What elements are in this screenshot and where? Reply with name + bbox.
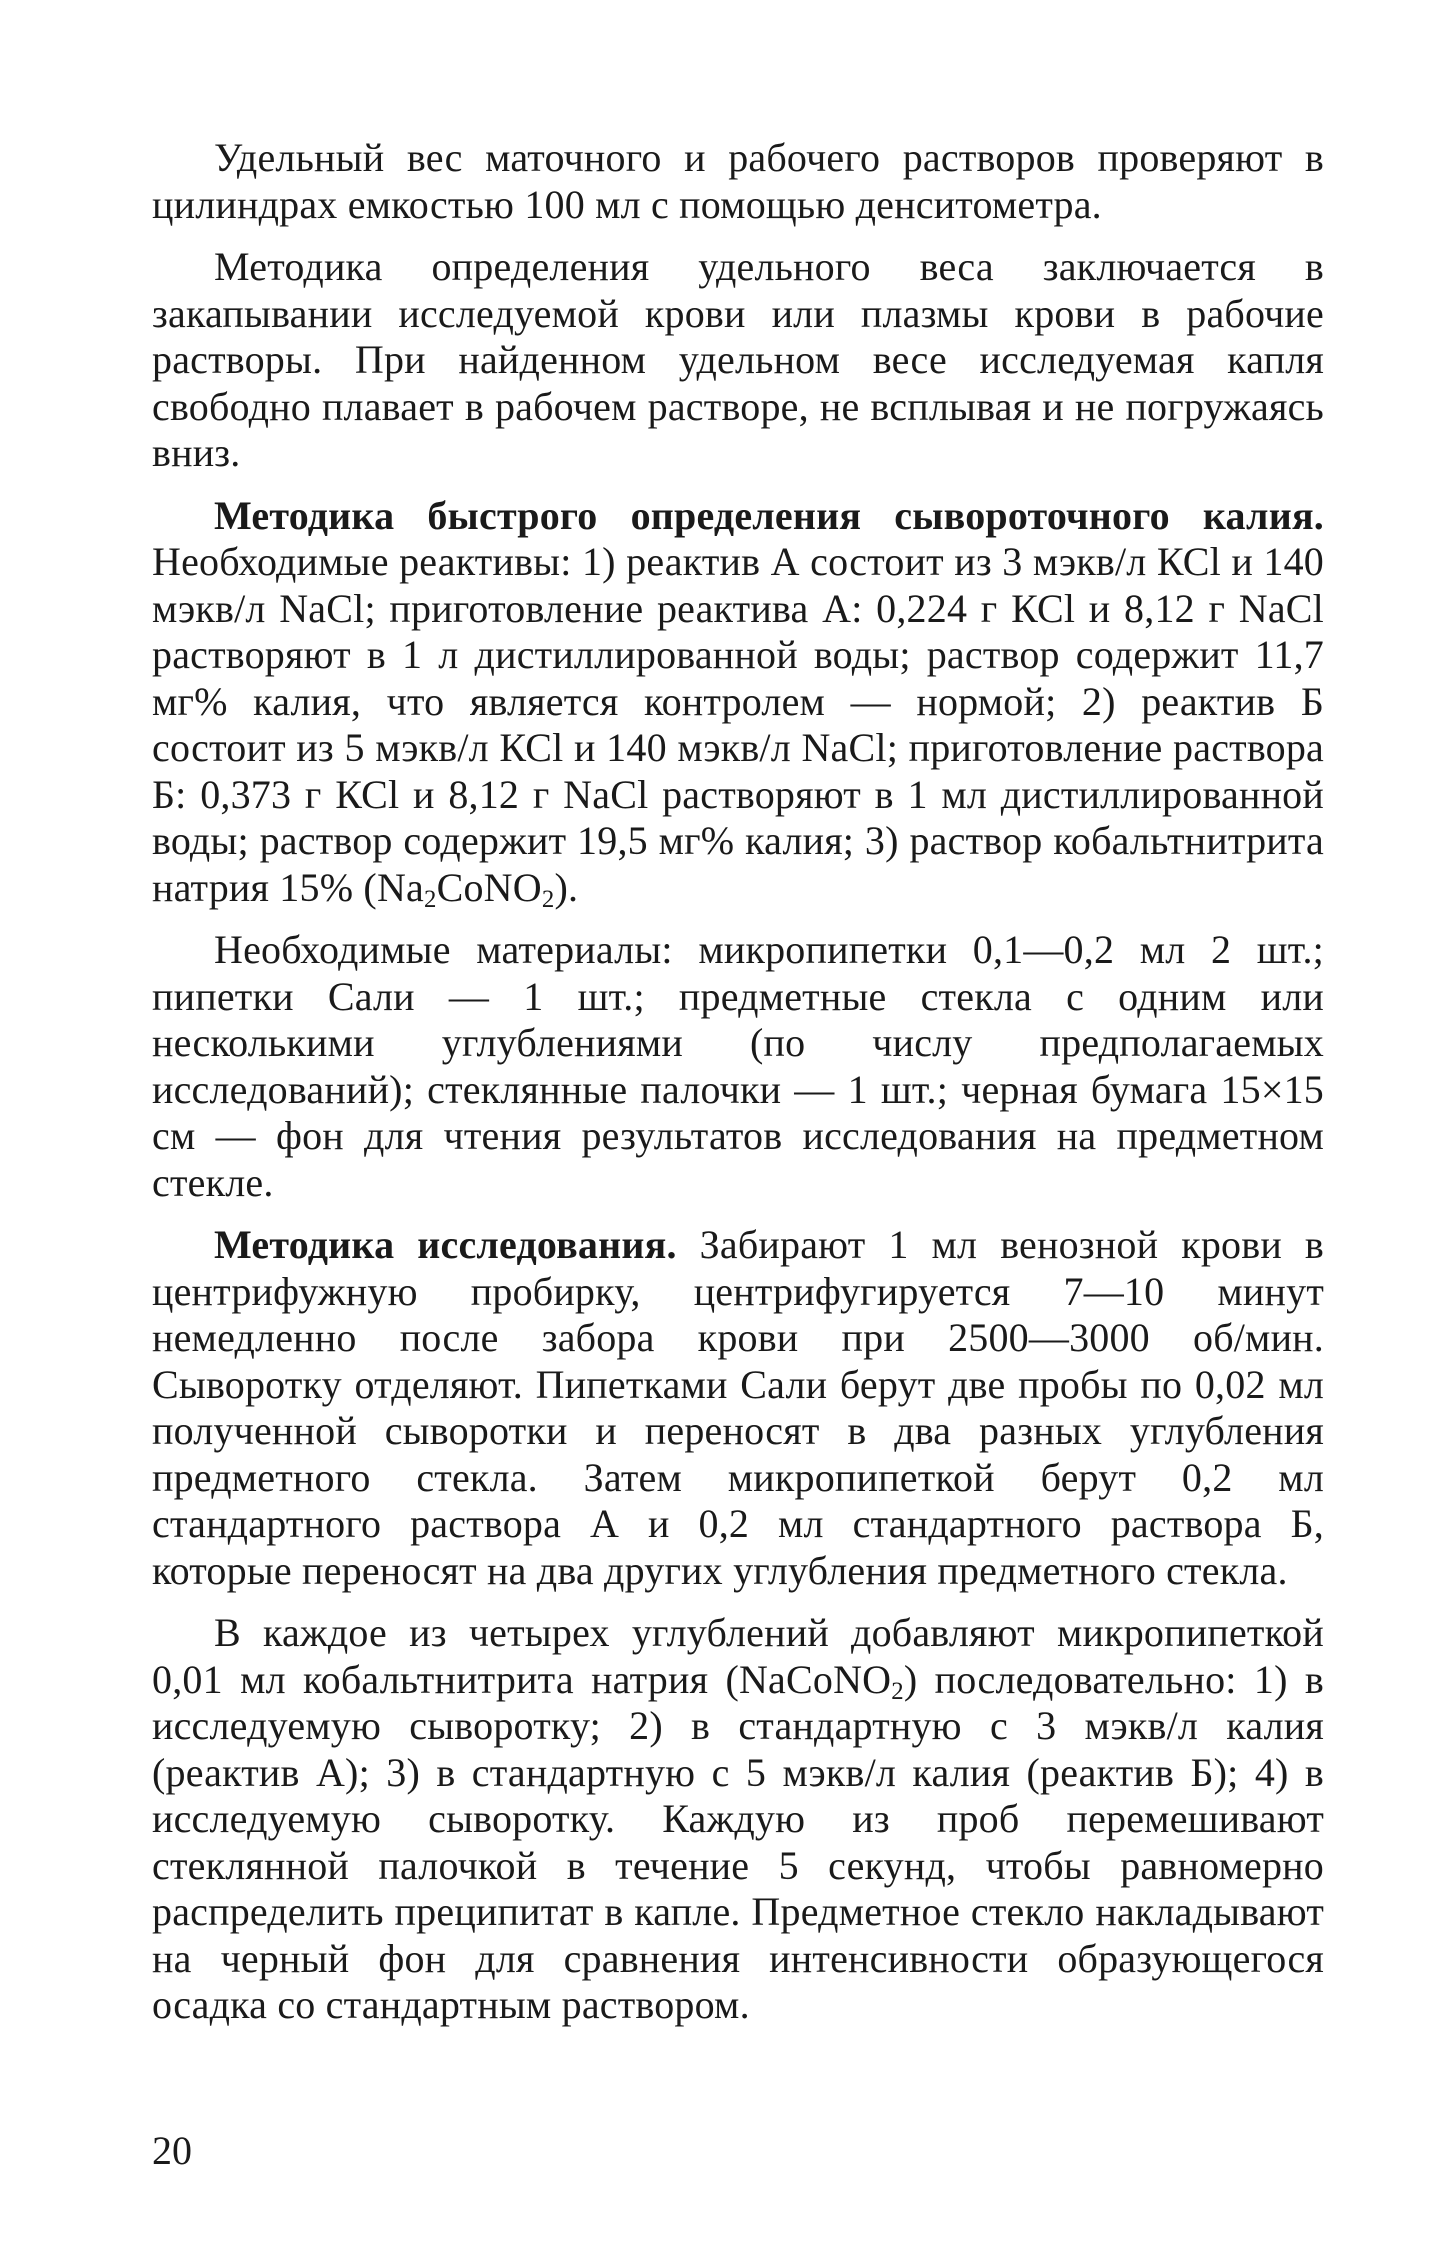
section-heading: Методика исследования. bbox=[214, 1222, 677, 1267]
section-heading: Методика быстрого определения сывороточного калия. bbox=[214, 492, 1324, 538]
subscript: 2 bbox=[891, 1677, 904, 1705]
subscript: 2 bbox=[423, 885, 437, 913]
paragraph-materials bbox=[152, 927, 1324, 1206]
paragraph-text: Методика определения удельного веса заключается в закапывании исследуемой крови или плазмы крови в рабочие растворы. При найденном удельном весе исследуемая капля свободно плавает в рабочем растворе, не всплывая и не погружаясь вниз. bbox=[152, 244, 1324, 475]
paragraph-text: Необходимые реактивы: 1) реактив А состоит из 3 мэкв/л КСl и 140 мэкв/л NaCl; приготовление реактива А: 0,224 г КСl и 8,12 г NaCl растворяют в 1 л дистиллированной воды; раствор содержит 11,7 мг% калия, что является контролем — нормой; 2) реактив Б состоит из 5 мэкв/л КСl и 140 мэкв/л NaCl; приготовление раствора Б: 0,373 г КСl и 8,12 г NaCl растворяют в 1 мл дистиллированной воды; раствор содержит 19,5 мг% калия; 3) раствор кобальтнитрита натрия 15% (Na bbox=[152, 539, 1324, 910]
paragraph-text: Удельный вес маточного и рабочего растворов проверяют в цилиндрах емкостью 100 мл с помощью денситометра. bbox=[152, 135, 1324, 227]
paragraph-potassium-reagents bbox=[152, 493, 1324, 912]
paragraph-cobalt-addition bbox=[152, 1610, 1324, 2029]
paragraph-text-cont: ) последовательно: 1) в исследуемую сыворотку; 2) в стандартную с 3 мэкв/л калия (реактив А); 3) в стандартную с 5 мэкв/л калия (реактив Б); 4) в исследуемую сыворотку. Каждую из проб перемешивают стеклянной палочкой в течение 5 секунд, чтобы равномерно распределить преципитат в капле. Предметное стекло накладывают на черный фон для сравнения интенсивности образующегося осадка со стандартным раствором. bbox=[152, 1656, 1324, 2027]
paragraph-text-cont: CoNO bbox=[436, 864, 542, 910]
paragraph-text: Забирают 1 мл венозной крови в центрифужную пробирку, центрифугируется 7—10 минут немедленно после забора крови при 2500—3000 об/мин. Сыворотку отделяют. Пипетками Сали берут две пробы по 0,02 мл полученной сыворотки и переносят в два разных углубления предметного стекла. Затем микропипеткой берут 0,2 мл стандартного раствора А и 0,2 мл стандартного раствора Б, которые переносят на два других углубления предметного стекла. bbox=[152, 1222, 1324, 1593]
page-number: 20 bbox=[152, 2128, 192, 2173]
paragraph-text-end: ). bbox=[554, 864, 579, 910]
paragraph-procedure bbox=[152, 1222, 1324, 1594]
paragraph-text: Необходимые материалы: микропипетки 0,1—0,2 мл 2 шт.; пипетки Сали — 1 шт.; предметные стекла с одним или несколькими углублениями (по числу предполагаемых исследований); стеклянные палочки — 1 шт.; черная бумага 15×15 см — фон для чтения результатов исследования на предметном стекле. bbox=[152, 927, 1324, 1205]
paragraph-density-method bbox=[152, 244, 1324, 477]
paragraph-density-check bbox=[152, 135, 1324, 228]
page-body bbox=[152, 135, 1324, 2045]
subscript: 2 bbox=[541, 885, 555, 913]
paragraph-text: В каждое из четырех углублений добавляют микропипеткой 0,01 мл кобальтнитрита натрия (NaCoNO bbox=[152, 1610, 1324, 1702]
